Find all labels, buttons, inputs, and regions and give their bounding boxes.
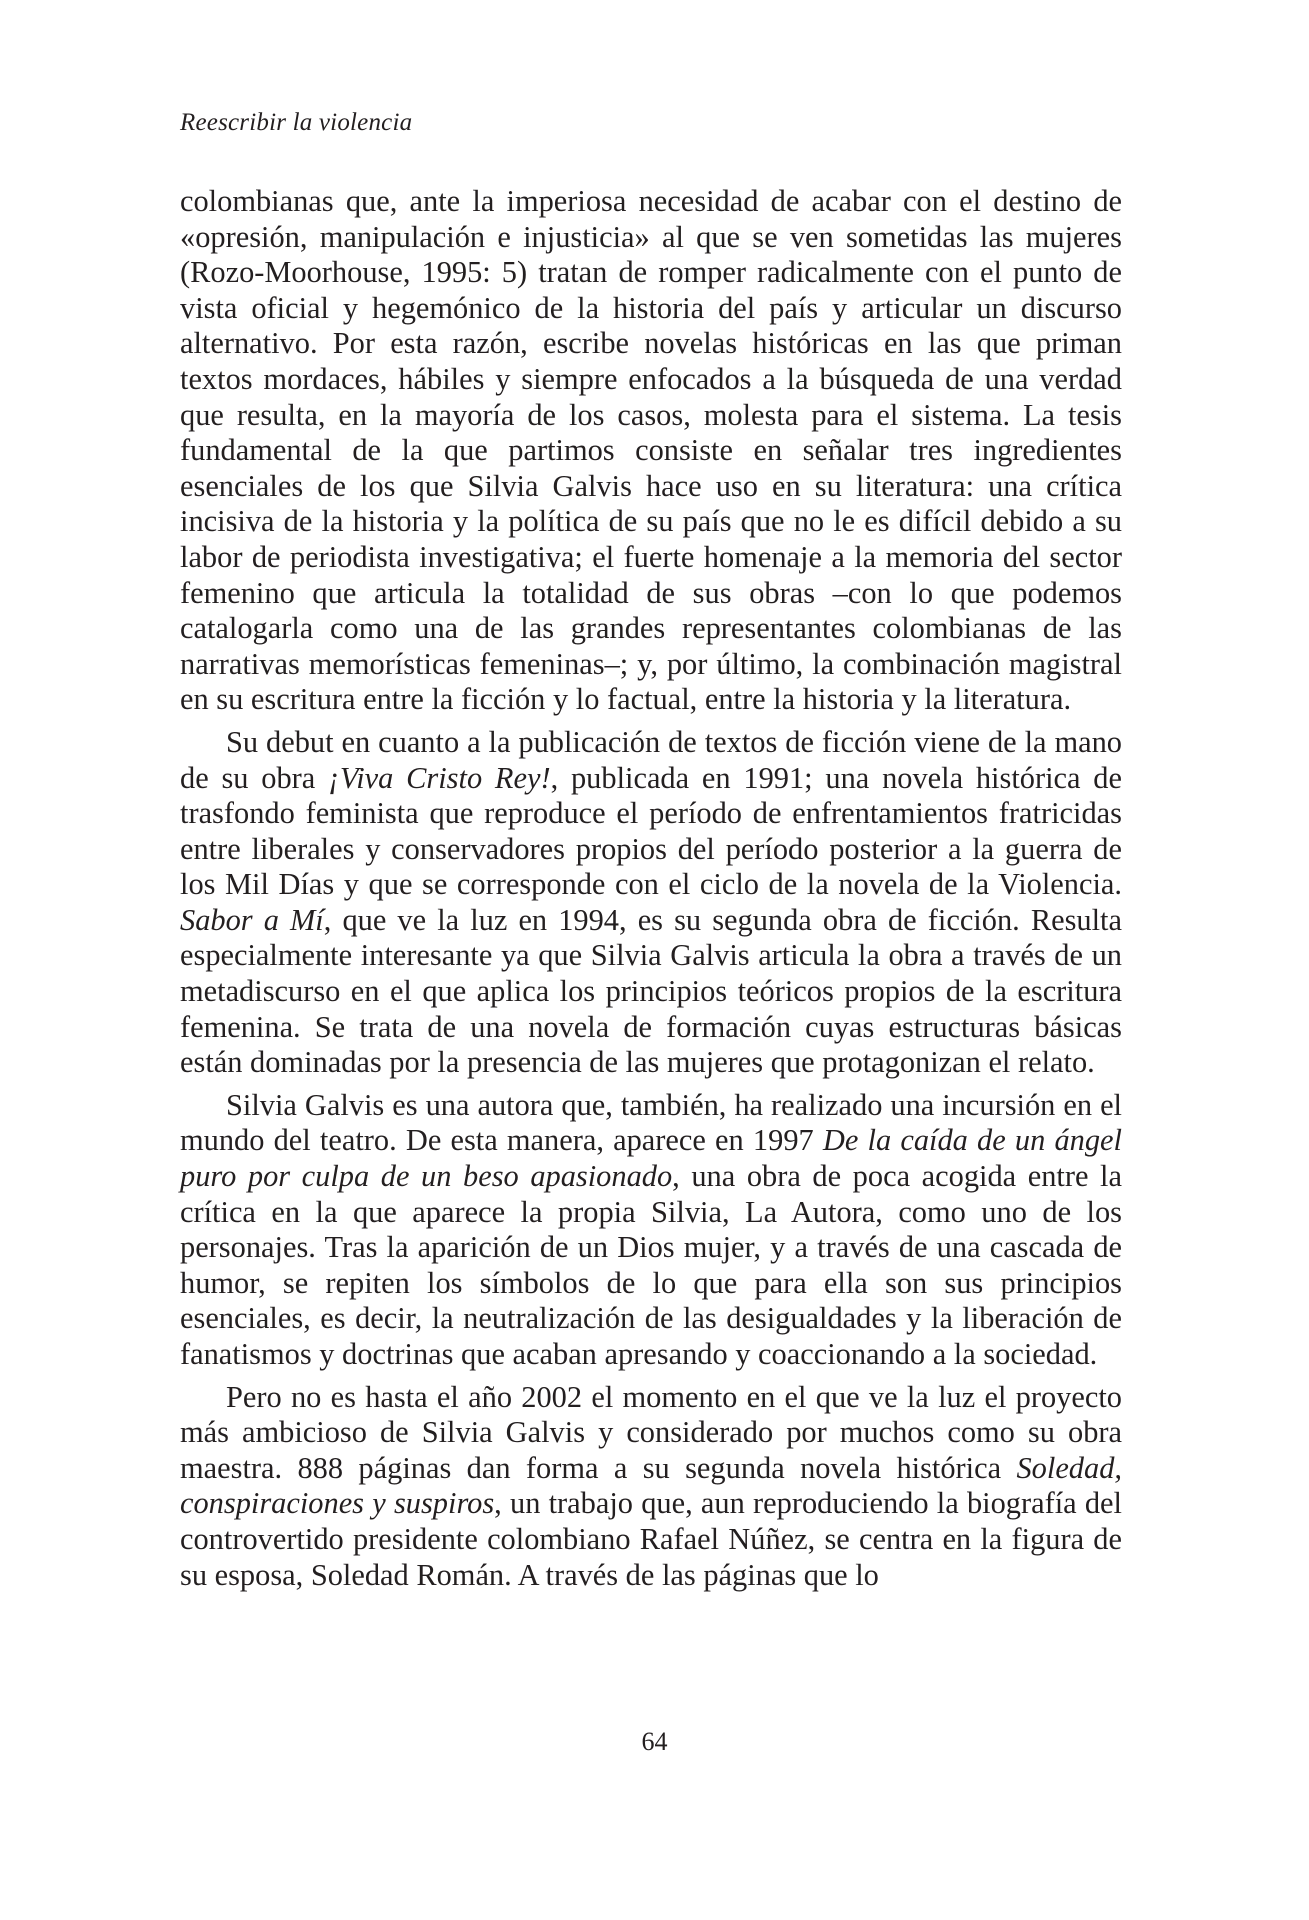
text-run: Silvia Galvis es una autora que, también, ha realizado una incursión en el mundo del teatro. De esta manera, aparece en 1997 <box>180 1087 1122 1158</box>
page-number: 64 <box>641 1727 668 1756</box>
text-run: , una obra de poca acogida entre la crítica en la que aparece la propia Silvia, La Autora, como uno de los personajes. Tras la aparición de un Dios mujer, y a través de una cascada de humor, se repiten los símbolos de lo que para ella son sus principios esenciales, es decir, la neutralización de las desigualdades y la liberación de fanatismos y doctrinas que acaban apresando y coaccionando a la sociedad. <box>180 1159 1122 1371</box>
text-run: , que ve la luz en 1994, es su segunda obra de ficción. Resulta especialmente interesante ya que Silvia Galvis articula la obra a través de un metadiscurso en el que aplica los principios teóricos propios de la escritura femenina. Se trata de una novela de formación cuyas estructuras básicas están dominadas por la presencia de las mujeres que protagonizan el relato. <box>180 902 1122 1080</box>
body-text <box>180 184 1122 1600</box>
paragraph <box>180 184 1122 718</box>
text-run: Pero no es hasta el año 2002 el momento en el que ve la luz el proyecto más ambicioso de Silvia Galvis y considerado por muchos como su obra maestra. 888 páginas dan forma a su segunda novela histórica <box>180 1379 1122 1485</box>
paragraph <box>180 725 1122 1081</box>
book-title: Soledad, conspiraciones y suspiros <box>180 1450 1122 1521</box>
text-run: Su debut en cuanto a la publicación de textos de ficción viene de la mano de su obra <box>180 724 1122 795</box>
text-run: , un trabajo que, aun reproduciendo la biografía del controvertido presidente colombiano Rafael Núñez, se centra en la figura de su esposa, Soledad Román. A través de las páginas que lo <box>180 1486 1122 1592</box>
paragraph <box>180 1088 1122 1373</box>
text-run: colombianas que, ante la imperiosa necesidad de acabar con el destino de «opresión, manipulación e injusticia» al que se ven sometidas las mujeres (Rozo-Moorhouse, 1995: 5) tratan de romper radicalmente con el punto de vista oficial y hegemónico de la historia del país y articular un discurso alternativo. Por esta razón, escribe novelas históricas en las que priman textos mordaces, hábiles y siempre enfocados a la búsqueda de una verdad que resulta, en la mayoría de los casos, molesta para el sistema. La tesis fundamental de la que partimos consiste en señalar tres ingredientes esenciales de los que Silvia Galvis hace uso en su literatura: una crítica incisiva de la historia y la política de su país que no le es difícil debido a su labor de periodista investigativa; el fuerte homenaje a la memoria del sector femenino que articula la totalidad de sus obras –con lo que podemos catalogarla como una de las grandes representantes colombianas de las narrativas memorísticas femeninas–; y, por último, la combinación magistral en su escritura entre la ficción y lo factual, entre la historia y la literatura. <box>180 184 1122 717</box>
paragraph <box>180 1380 1122 1594</box>
book-title: Sabor a Mí <box>180 902 324 937</box>
book-title: ¡Viva Cristo Rey! <box>328 760 551 795</box>
running-header: Reescribir la violencia <box>180 109 413 136</box>
play-title: De la caída de un ángel puro por culpa de un beso apasionado <box>180 1123 1122 1194</box>
text-run: , publicada en 1991; una novela histórica de trasfondo feminista que reproduce el período de enfrentamientos fratricidas entre liberales y conservadores propios del período posterior a la guerra de los Mil Días y que se corresponde con el ciclo de la novela de la Violencia. <box>180 760 1122 902</box>
